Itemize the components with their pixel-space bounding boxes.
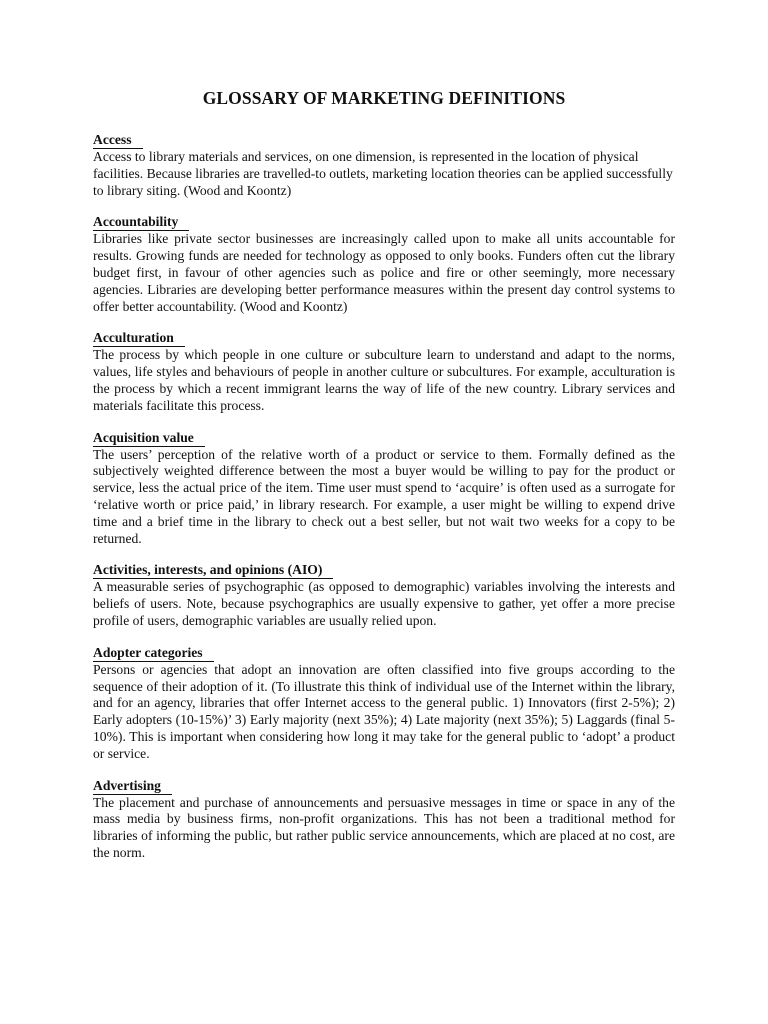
glossary-entry-acculturation bbox=[93, 329, 675, 414]
entry-definition: Access to library materials and services, on one dimension, is represented in the location of physical facilities. Because libraries are travelled-to outlets, marketing location theories can be applied successfully to library siting. (Wood and Koontz) bbox=[93, 149, 673, 198]
entry-definition: Persons or agencies that adopt an innovation are often classified into five groups according to the sequence of their adoption of it. (To illustrate this think of individual use of the Internet within the library, and for an agency, libraries that offer Internet access to the general public. 1) Innovators (first 2-5%); 2) Early adopters (10-15%)’ 3) Early majority (next 35%); 4) Late majority (next 35%); 5) Laggards (final 5-10%). This is important when considering how long it may take for the general public to ‘adopt’ a product or service. bbox=[93, 661, 675, 761]
entry-definition: A measurable series of psychographic (as opposed to demographic) variables involving the interests and beliefs of users. Note, because psychographics are usually expensive to gather, yet offer a more precise profile of users, demographic variables are usually relied upon. bbox=[93, 579, 675, 628]
glossary-entry-adopter-categories bbox=[93, 644, 675, 763]
glossary-page bbox=[93, 86, 675, 876]
entry-definition: The placement and purchase of announcements and persuasive messages in time or space in any of the mass media by business firms, non-profit organizations. This has not been a traditional method for libraries of informing the public, but rather public service announcements, which are placed at no cost, are the norm. bbox=[93, 794, 675, 860]
glossary-entry-advertising bbox=[93, 777, 675, 862]
entry-term: Advertising bbox=[93, 777, 172, 795]
entry-term: Access bbox=[93, 131, 143, 149]
entry-term: Acquisition value bbox=[93, 429, 205, 447]
entry-term: Adopter categories bbox=[93, 644, 214, 662]
entry-definition: The process by which people in one culture or subculture learn to understand and adapt to the norms, values, life styles and behaviours of people in another culture or subcultures. For example, acculturation is the process by which a recent immigrant learns the way of life of the new country. Library services and materials facilitate this process. bbox=[93, 347, 675, 413]
entry-term: Accountability bbox=[93, 213, 189, 231]
entry-term: Activities, interests, and opinions (AIO) bbox=[93, 561, 333, 579]
glossary-entry-accountability bbox=[93, 213, 675, 315]
entry-definition: The users’ perception of the relative worth of a product or service to them. Formally defined as the subjectively weighted difference between the most a buyer would be willing to pay for the product or service, less the actual price of the item. Time user must spend to ‘acquire’ is often used as a surrogate for ‘relative worth or price paid,’ in library research. For example, a user might be willing to expend drive time and a brief time in the library to check out a best seller, but not wait two weeks for a copy to be returned. bbox=[93, 446, 675, 546]
glossary-entry-acquisition-value bbox=[93, 429, 675, 548]
glossary-entry-access bbox=[93, 131, 675, 199]
glossary-entry-aio bbox=[93, 561, 675, 629]
entry-definition: Libraries like private sector businesses are increasingly called upon to make all units accountable for results. Growing funds are needed for technology as opposed to only books. Funders often cut the library budget first, in favour of other agencies such as police and fire or other seemingly, more necessary agencies. Libraries are developing better performance measures within the present day control systems to offer better accountability. (Wood and Koontz) bbox=[93, 231, 675, 314]
entry-term: Acculturation bbox=[93, 329, 185, 347]
page-title: GLOSSARY OF MARKETING DEFINITIONS bbox=[202, 88, 566, 108]
